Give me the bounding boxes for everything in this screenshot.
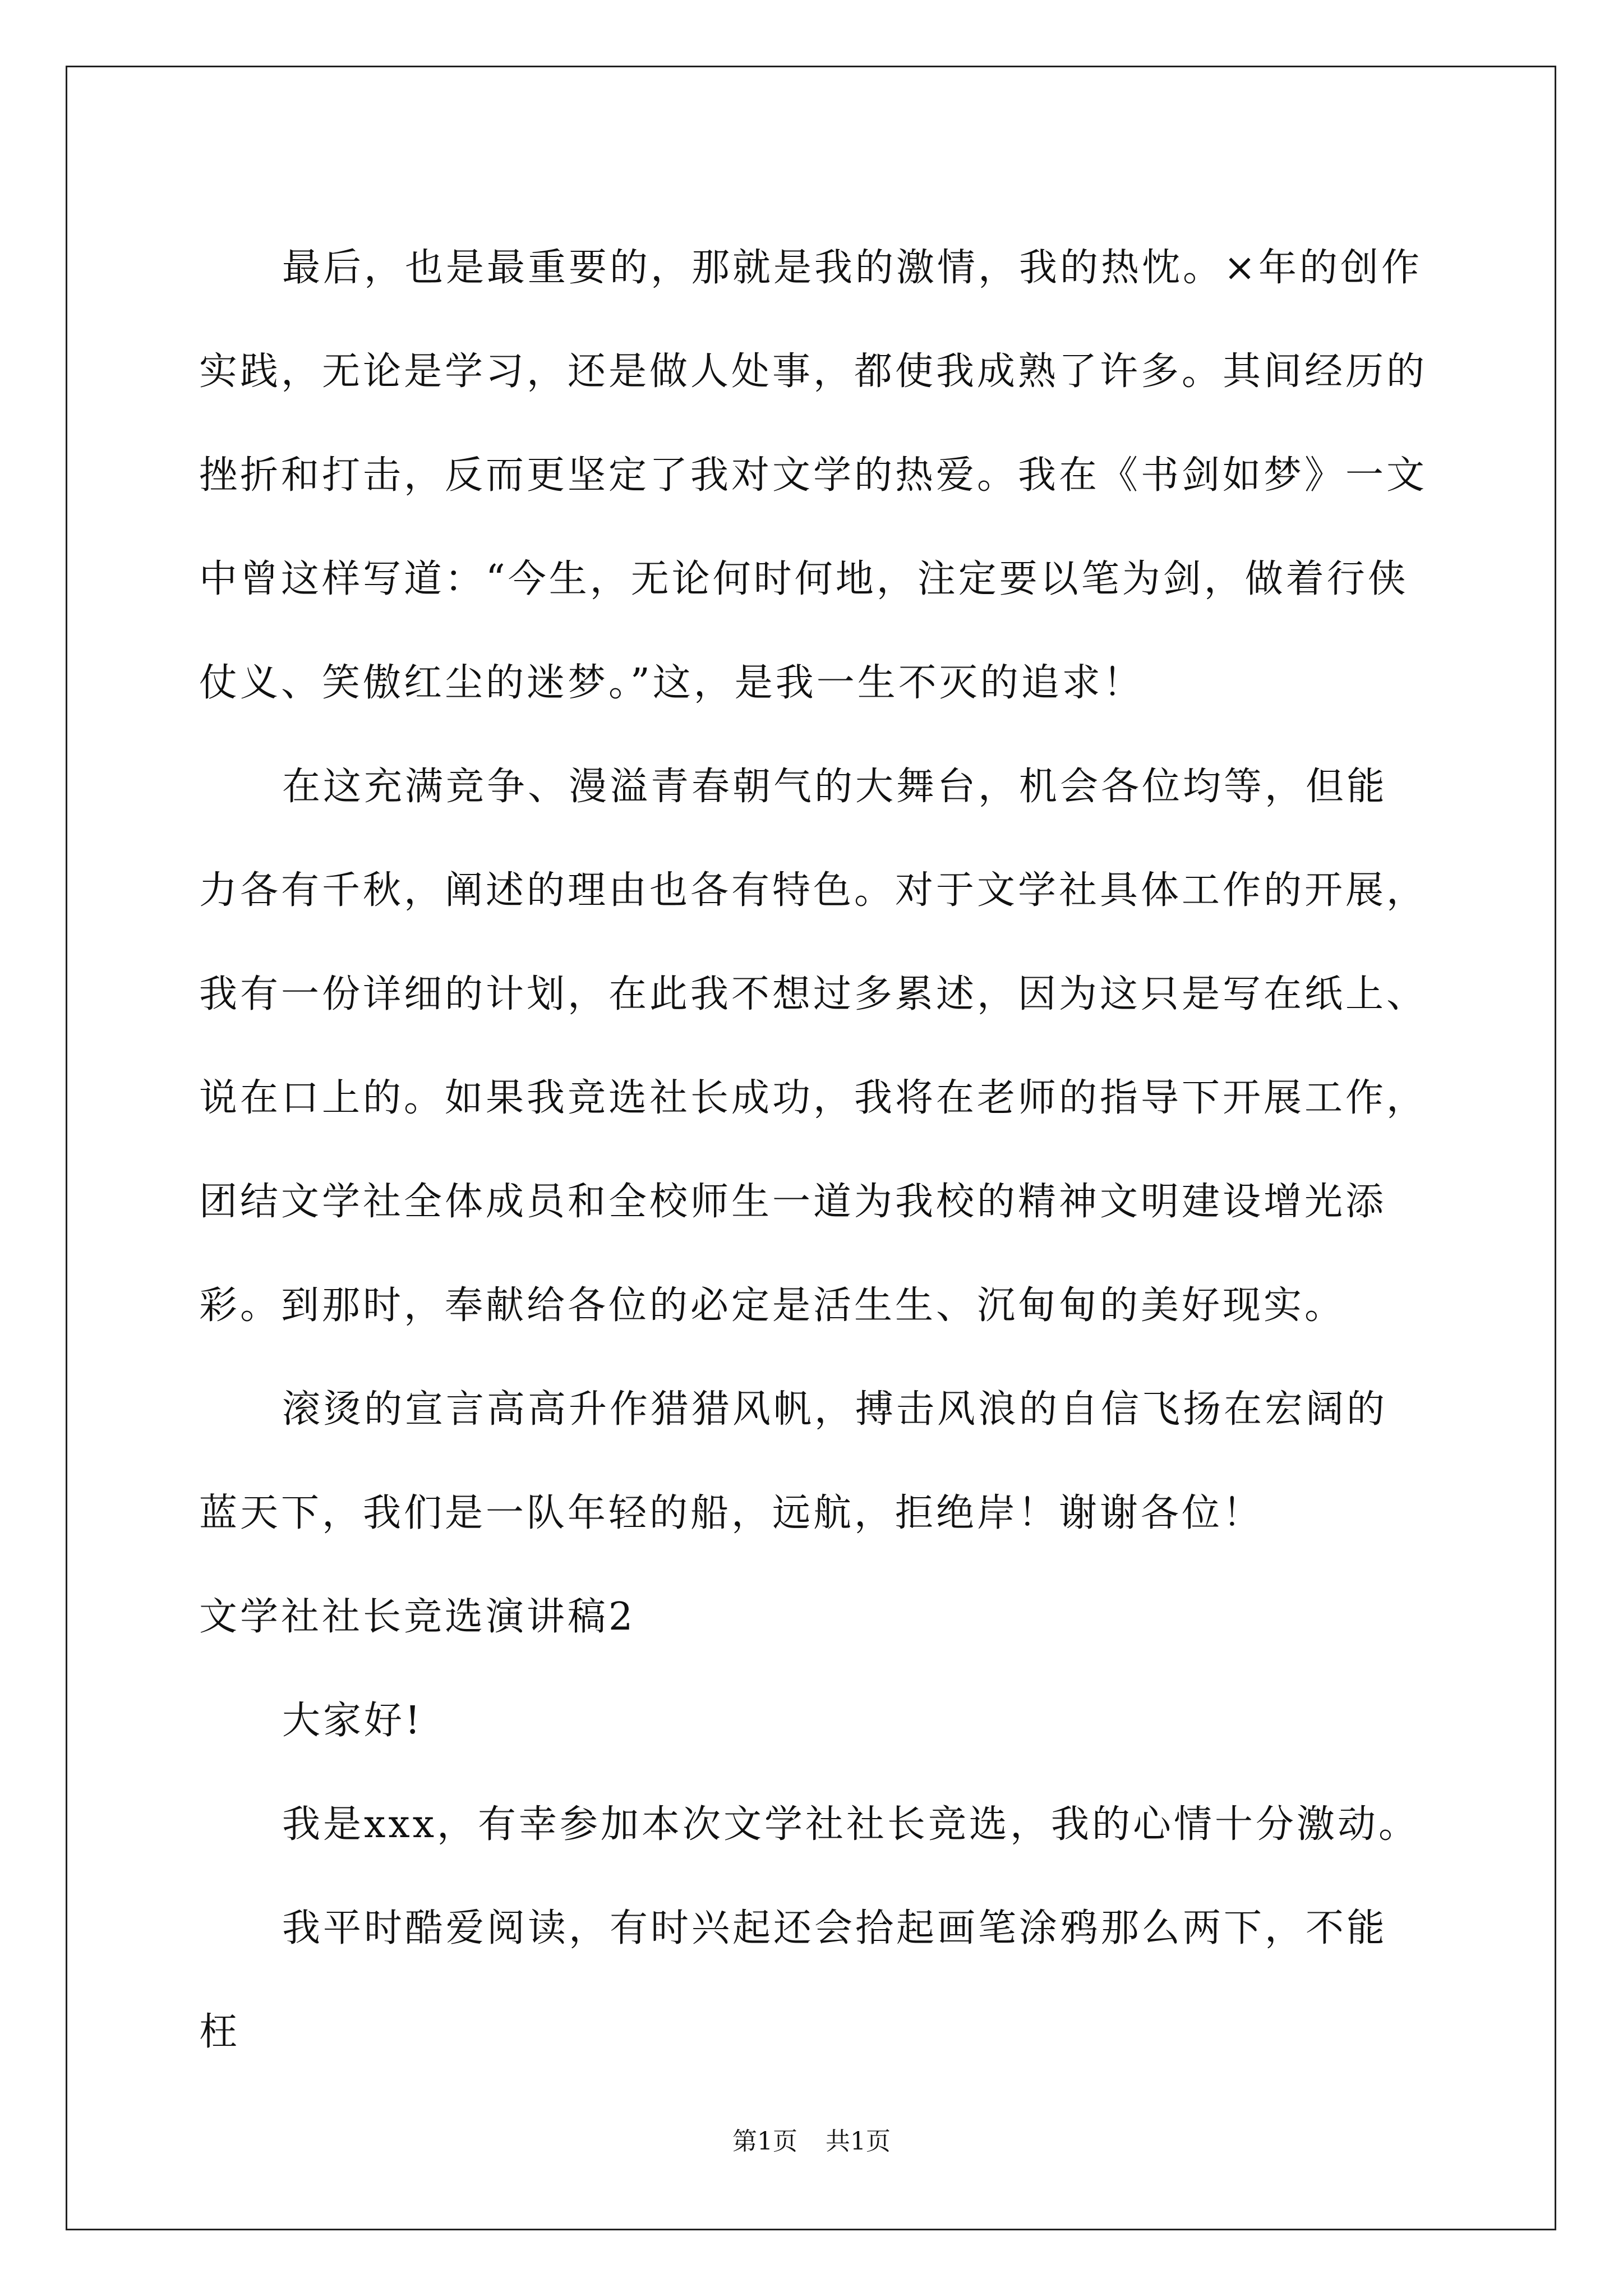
page-footer: [0, 2125, 1623, 2159]
paragraph-passion: 最后，也是最重要的，那就是我的激情，我的热忱。×年的创作实践，无论是学习，还是做人处事，都使我成熟了许多。其间经历的挫折和打击，反而更坚定了我对文学的热爱。我在《书剑如梦》一文中曾这样写道：“今生，无论何时何地，注定要以笔为剑，做着行侠仗义、笑傲红尘的迷梦。”这，是我一生不灭的追求！: [199, 246, 1428, 705]
paragraph-intro: 我是xxx，有幸参加本次文学社社长竞选，我的心情十分激动。: [282, 1802, 1420, 1847]
section-heading: 文学社社长竞选演讲稿2: [199, 1595, 636, 1639]
document-body: [199, 216, 1427, 2084]
page-total: 共1页: [826, 2127, 891, 2156]
paragraph-greeting: 大家好!: [282, 1699, 423, 1743]
paragraph-closing: 滚烫的宣言高高升作猎猎风帆，搏击风浪的自信飞扬在宏阔的蓝天下，我们是一队年轻的船，远航，拒绝岸！谢谢各位！: [199, 1387, 1388, 1535]
paragraph-hobbies: 我平时酷爱阅读，有时兴起还会拾起画笔涂鸦那么两下，不能枉: [199, 1906, 1388, 2054]
paragraph-competition: 在这充满竞争、漫溢青春朝气的大舞台，机会各位均等，但能力各有千秋，阐述的理由也各有特色。对于文学社具体工作的开展，我有一份详细的计划，在此我不想过多累述，因为这只是写在纸上、说在口上的。如果我竞选社长成功，我将在老师的指导下开展工作，团结文学社全体成员和全校师生一道为我校的精神文明建设增光添彩。到那时，奉献给各位的必定是活生生、沉甸甸的美好现实。: [199, 765, 1428, 1328]
page-number: 第1页: [732, 2127, 797, 2156]
